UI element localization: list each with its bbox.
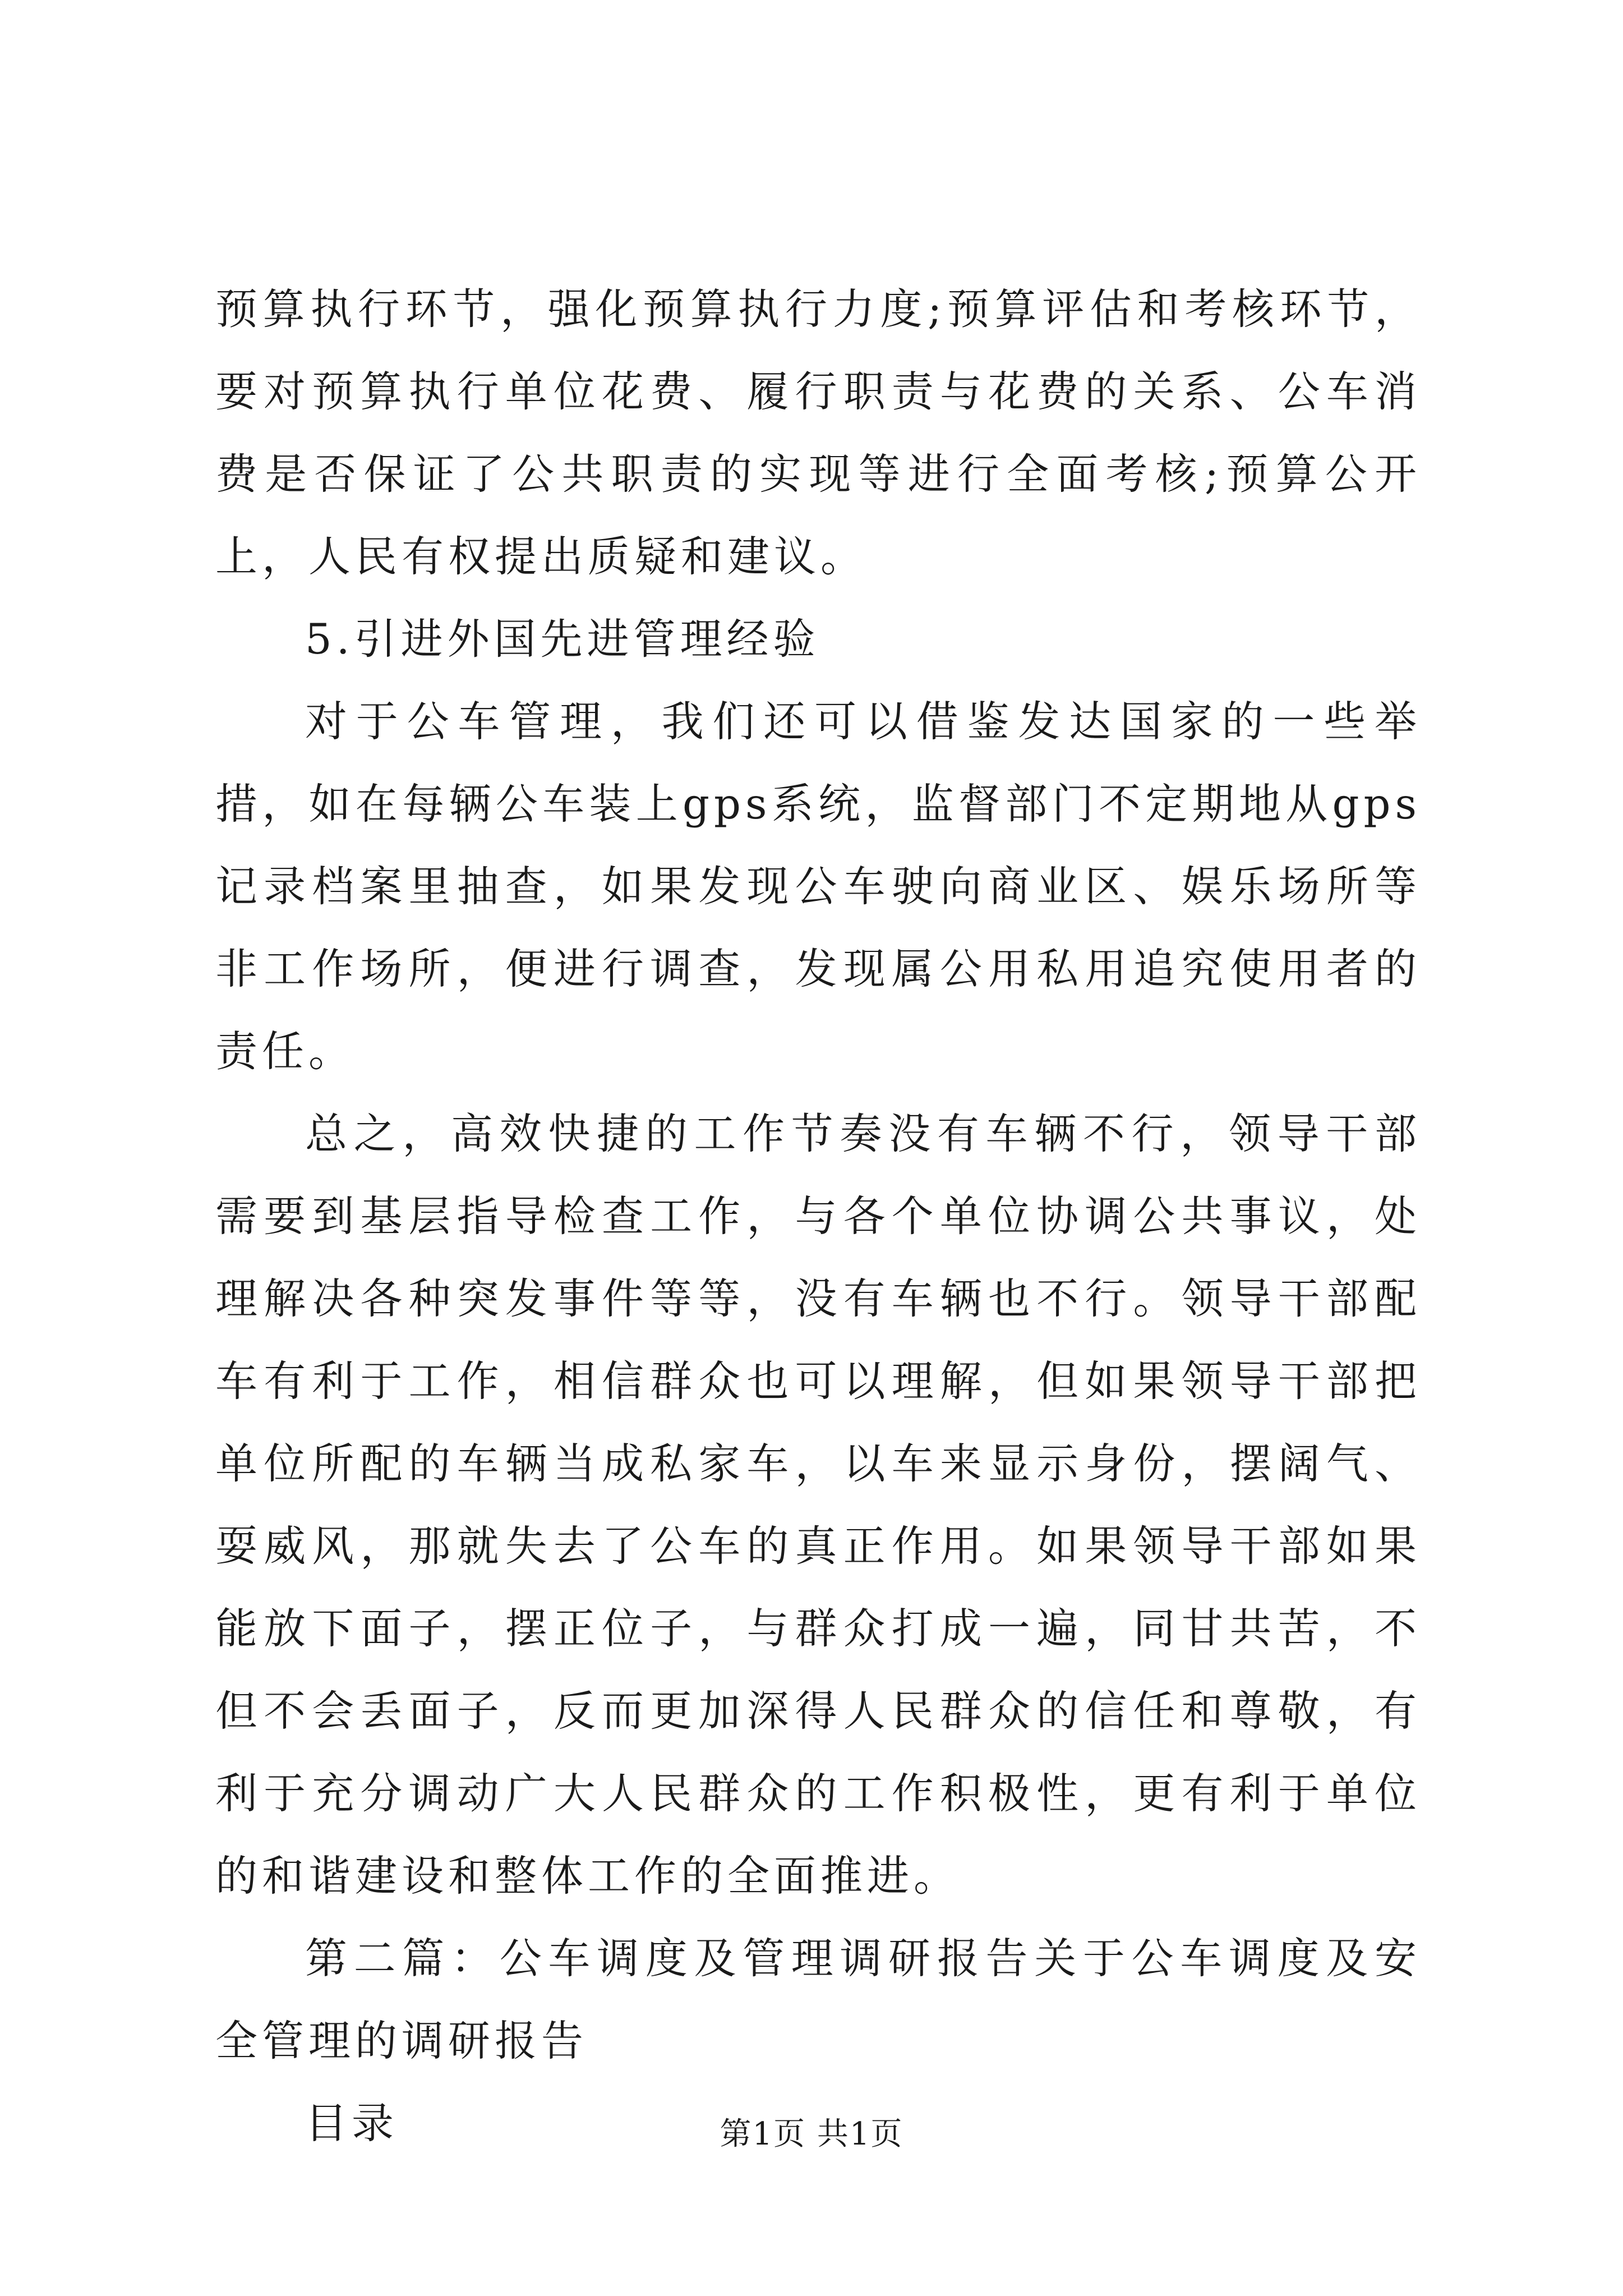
- document-body: [215, 268, 1421, 2165]
- heading-second-article: 第二篇：公车调度及管理调研报告关于公车调度及安全管理的调研报告: [215, 1934, 1421, 2065]
- heading-table-of-contents: 目录: [305, 2099, 399, 2148]
- page-footer: 第1页 共1页: [720, 2116, 903, 2152]
- paragraph-conclusion: 总之，高效快捷的工作节奏没有车辆不行，领导干部需要到基层指导检查工作，与各个单位协调公共事议，处理解决各种突发事件等等，没有车辆也不行。领导干部配车有利于工作，相信群众也可以理解，但如果领导干部把单位所配的车辆当成私家车，以车来显示身份，摆阔气、耍威风，那就失去了公车的真正作用。如果领导干部如果能放下面子，摆正位子，与群众打成一遍，同甘共苦，不但不会丢面子，反而更加深得人民群众的信任和尊敬，有利于充分调动广大人民群众的工作积极性，更有利于单位的和谐建设和整体工作的全面推进。: [215, 1109, 1421, 1901]
- paragraph-gps-management: 对于公车管理，我们还可以借鉴发达国家的一些举措，如在每辆公车装上gps系统，监督部门不定期地从gps记录档案里抽查，如果发现公车驶向商业区、娱乐场所等非工作场所，便进行调查，发现属公用私用追究使用者的责任。: [215, 697, 1421, 1076]
- paragraph-budget-continuation: 预算执行环节，强化预算执行力度;预算评估和考核环节，要对预算执行单位花费、履行职责与花费的关系、公车消费是否保证了公共职责的实现等进行全面考核;预算公开上，人民有权提出质疑和建议。: [215, 284, 1421, 581]
- heading-foreign-experience: 5.引进外国先进管理经验: [305, 614, 820, 664]
